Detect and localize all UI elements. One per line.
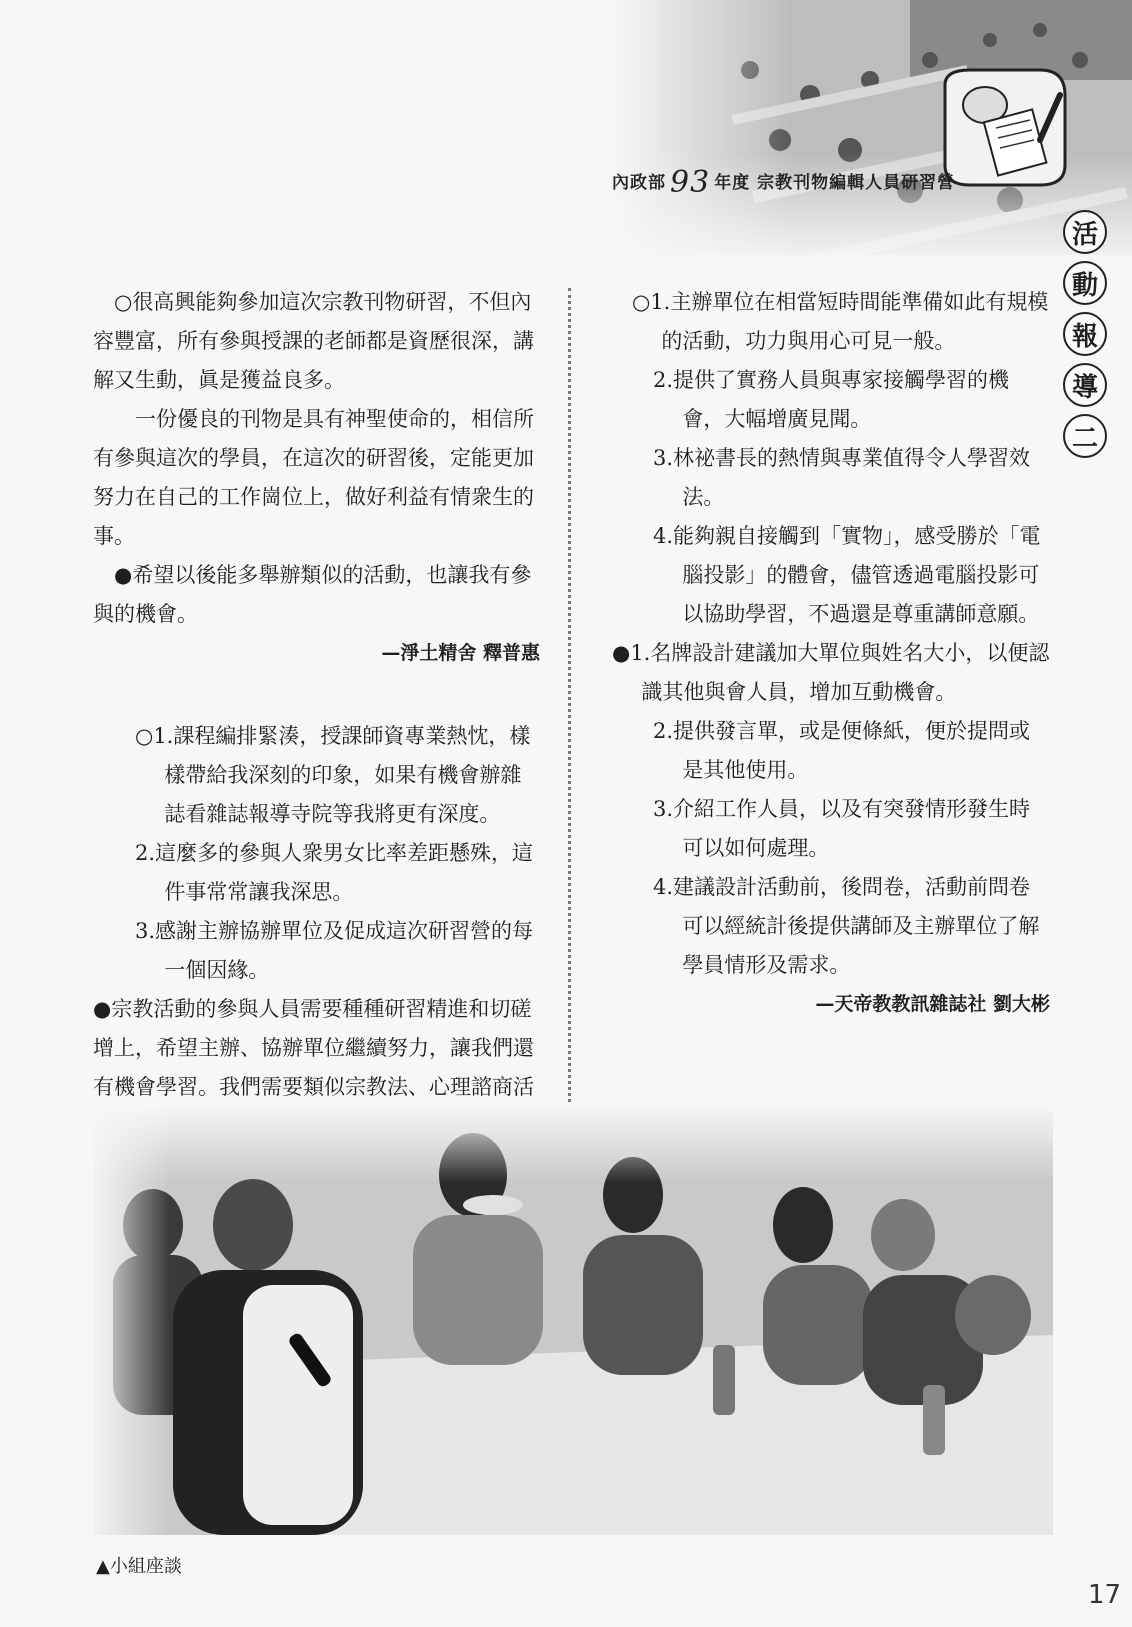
writing-pen-icon — [945, 70, 1065, 185]
list-item: ○1.課程編排緊湊，授課師資專業熱忱，樣樣帶給我深刻的印象，如果有機會辦雜誌看雜誌報導寺院等我將更有深度。 — [135, 724, 531, 826]
list-item: 3.林祕書長的熱情與專業值得令人學習效法。 — [653, 446, 1031, 509]
list-item: ○1.主辦單位在相當短時間能準備如此有規模的活動，功力與用心可見一般。 — [632, 290, 1049, 353]
section-title-char: 導 — [1063, 363, 1107, 407]
paragraph: 一份優良的刊物是具有神聖使命的，相信所有參與這次的學員，在這次的研習後，定能更加努力在自己的工作崗位上，做好利益有情衆生的事。 — [93, 407, 534, 548]
list-item: 2.提供了實務人員與專家接觸學習的機會，大幅增廣見聞。 — [653, 368, 1010, 431]
discussion-photo — [93, 1105, 1053, 1535]
list-item: 3.介紹工作人員，以及有突發情形發生時可以如何處理。 — [653, 797, 1031, 860]
group-discussion-image — [93, 1105, 1053, 1535]
section-vertical-title — [1063, 210, 1109, 465]
list-item: ●1.名牌設計建議加大單位與姓名大小，以便認識其他與會人員，增加互動機會。 — [612, 641, 1050, 704]
section-title-char: 活 — [1063, 210, 1107, 254]
section-title-char: 二 — [1063, 414, 1107, 458]
list-item: 3.感謝主辦協辦單位及促成這次研習營的每一個因緣。 — [135, 919, 534, 982]
list-item: 4.建議設計活動前，後問卷，活動前問卷可以經統計後提供講師及主辦單位了解學員情形及需求。 — [653, 875, 1040, 977]
header-title-number: 93 — [670, 165, 711, 200]
right-column — [612, 283, 1050, 1024]
header-title-prefix: 內政部 — [612, 173, 666, 193]
paragraph: ○很高興能夠參加這次宗教刊物研習，不但內容豐富，所有參與授課的老師都是資歷很深，講解又生動，眞是獲益良多。 — [93, 290, 534, 392]
feedback-entry-1 — [93, 283, 540, 673]
section-title-char: 動 — [1063, 261, 1107, 305]
signature: —淨土精舍 釋普惠 — [381, 642, 540, 664]
list-item: 4.能夠親自接觸到「實物」，感受勝於「電腦投影」的體會，儘管透過電腦投影可以協助學習，不過還是尊重講師意願。 — [653, 524, 1041, 626]
list-item: 2.提供發言單，或是便條紙，便於提問或是其他使用。 — [653, 719, 1031, 782]
paragraph: ●希望以後能多舉辦類似的活動，也讓我有參與的機會。 — [93, 563, 532, 626]
left-column — [93, 283, 540, 1224]
header-title — [612, 165, 955, 200]
page-number: 17 — [1088, 1580, 1122, 1610]
section-title-char: 報 — [1063, 312, 1107, 356]
header-photo — [610, 0, 1132, 255]
photo-caption: ▲小組座談 — [96, 1556, 182, 1577]
column-divider — [568, 288, 571, 1108]
lecture-hall-photo — [610, 0, 1132, 255]
list-item: 2.這麼多的參與人衆男女比率差距懸殊，這件事常常讓我深思。 — [135, 841, 534, 904]
header-title-suffix: 年度 宗教刊物編輯人員研習營 — [714, 173, 956, 193]
paragraph: ●宗教活動的參與人員需要種種研習精進和切磋增上，希望主辦、協辦單位繼續努力，讓我們還有機會學習。我們需要類似宗教法、心理諮商活 — [93, 997, 534, 1099]
signature: —天帝教教訊雜誌社 劉大彬 — [815, 993, 1050, 1015]
